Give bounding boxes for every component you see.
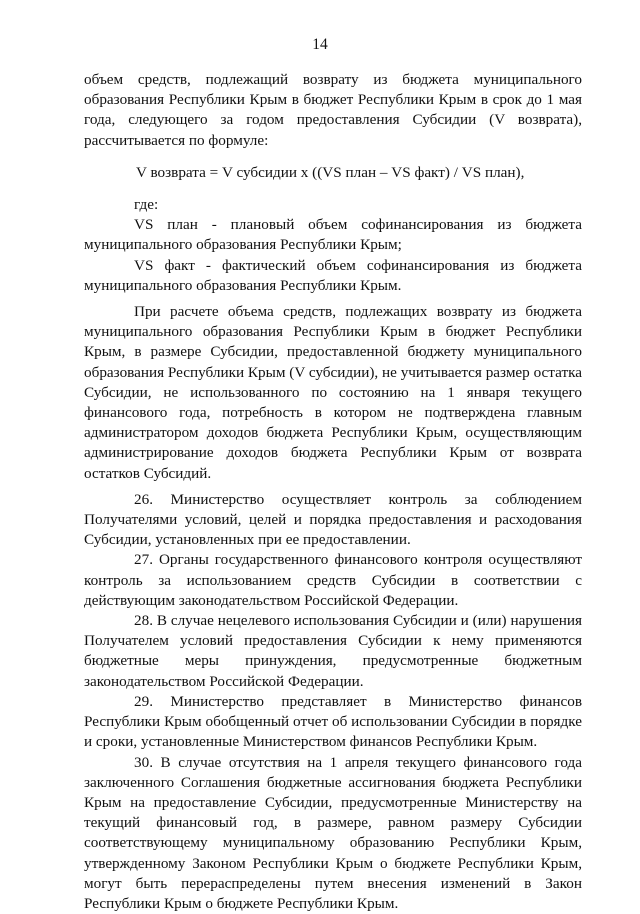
formula-where: где:: [84, 195, 582, 215]
definition-vs-plan: VS план - плановый объем софинансирования из бюджета муниципального образования Республики Крым;: [84, 215, 582, 255]
formula: V возврата = V субсидии х ((VS план – VS факт) / VS план),: [84, 163, 582, 183]
paragraph-item-27: 27. Органы государственного финансового контроля осуществляют контроль за использованием средств Субсидии в соответствии с действующим законодательством Российской Федерации.: [84, 550, 582, 611]
page-number: 14: [0, 36, 640, 54]
paragraph-item-29: 29. Министерство представляет в Министерство финансов Республики Крым обобщенный отчет об использовании Субсидии в порядке и сроки, установленные Министерством финансов Республики Крым.: [84, 692, 582, 753]
paragraph-item-26: 26. Министерство осуществляет контроль за соблюдением Получателями условий, целей и порядка предоставления и расходования Субсидии, установленных при ее предоставлении.: [84, 490, 582, 551]
paragraph-return-volume: объем средств, подлежащий возврату из бюджета муниципального образования Республики Крым в бюджет Республики Крым в срок до 1 мая года, следующего за годом предоставления Субсидии (V возврата), рассчитывается по формуле:: [84, 70, 582, 151]
paragraph-item-28: 28. В случае нецелевого использования Субсидии и (или) нарушения Получателем условий предоставления Субсидии к нему применяются бюджетные меры принуждения, предусмотренные бюджетным законодательством Российской Федерации.: [84, 611, 582, 692]
paragraph-calculation-note: При расчете объема средств, подлежащих возврату из бюджета муниципального образования Республики Крым в бюджет Республики Крым, в размере Субсидии, предоставленной бюджету муниципального образования Республики Крым (V субсидии), не учитывается размер остатка Субсидии, не использованного по состоянию на 1 января текущего финансового года, потребность в котором не подтверждена главным администратором доходов бюджета Республики Крым, осуществляющим администрирование доходов бюджета Республики Крым от возврата остатков Субсидий.: [84, 302, 582, 484]
document-body: [84, 70, 582, 914]
paragraph-item-30: 30. В случае отсутствия на 1 апреля текущего финансового года заключенного Соглашения бюджетные ассигнования бюджета Республики Крым на предоставление Субсидии, предусмотренные Министерству на текущий финансовый год, в размере, равном размеру Субсидии соответствующему муниципальному образованию Республики Крым, утвержденному Законом Республики Крым о бюджете Республики Крым, могут быть перераспределены путем внесения изменений в Закон Республики Крым о бюджете Республики Крым.: [84, 753, 582, 914]
definition-vs-fact: VS факт - фактический объем софинансирования из бюджета муниципального образования Республики Крым.: [84, 256, 582, 296]
